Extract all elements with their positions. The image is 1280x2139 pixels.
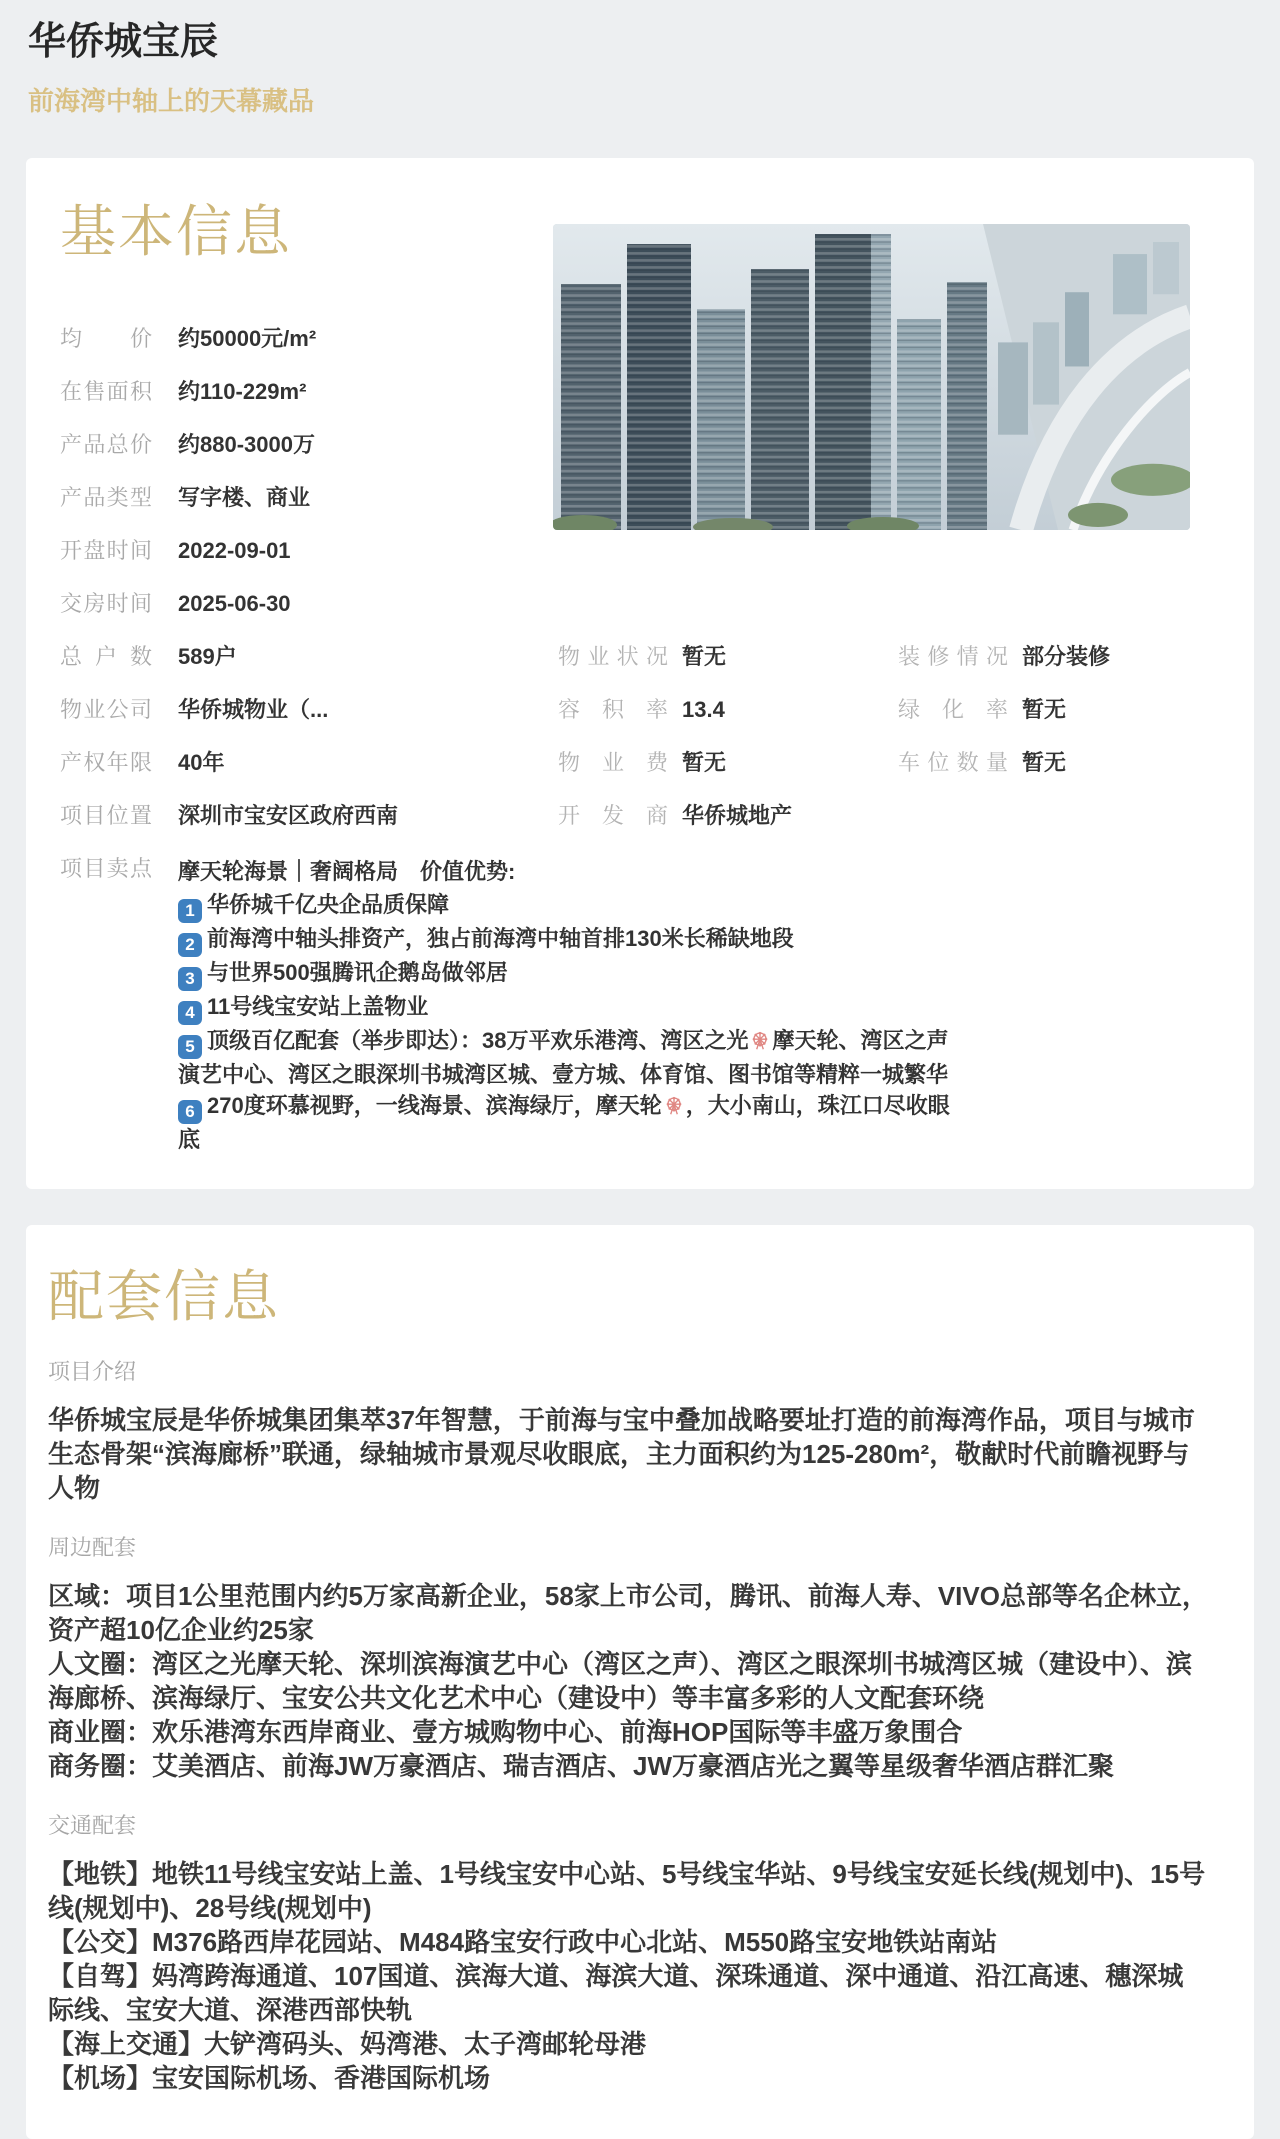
ferris-wheel-icon [749, 1030, 771, 1052]
section-label: 周边配套 [48, 1535, 137, 1560]
field-value: 暂无 [682, 750, 727, 775]
selling-point-number-badge: 5 [178, 1035, 202, 1059]
page-header [0, 0, 1280, 116]
selling-point-number-badge: 1 [178, 899, 202, 923]
selling-point-number-badge: 3 [178, 967, 202, 991]
field-value: 约110-229m² [178, 379, 307, 404]
selling-point-text: 华侨城千亿央企品质保障 [207, 892, 450, 917]
field-value: 部分装修 [1022, 644, 1111, 669]
field-value: 华侨城地产 [682, 803, 793, 828]
ferris-wheel-icon [663, 1095, 685, 1117]
selling-point-item [178, 1025, 958, 1090]
info-row [898, 644, 1224, 670]
selling-point-text: 摩天轮、湾区之声演艺中心、湾区之眼深圳书城湾区城、壹方城、体育馆、图书馆等精粹一城繁华 [178, 1028, 949, 1087]
basic-fields-col2 [558, 644, 898, 856]
section-paragraph: 【自驾】妈湾跨海通道、107国道、滨海大道、海滨大道、深珠通道、深中通道、沿江高速、穗深城际线、宝安大道、深港西部快轨 [48, 1961, 1184, 2025]
info-row [898, 750, 1224, 776]
info-row [60, 803, 558, 829]
section-body [48, 1403, 1208, 1505]
field-label: 容积率 [558, 697, 668, 722]
field-label: 项目位置 [60, 803, 152, 828]
section-paragraph: 商业圈：欢乐港湾东西岸商业、壹方城购物中心、前海HOP国际等丰盛万象围合 [48, 1717, 963, 1747]
selling-point-text: 270度环慕视野，一线海景、滨海绿厅，摩天轮 [207, 1093, 662, 1118]
section-body [48, 1857, 1208, 2095]
selling-point-text: 前海湾中轴头排资产，独占前海湾中轴首排130米长稀缺地段 [207, 926, 794, 951]
field-label: 均价 [60, 326, 152, 351]
section-paragraph: 【机场】宝安国际机场、香港国际机场 [48, 2063, 491, 2093]
info-row [558, 750, 898, 776]
selling-point-item [178, 1090, 958, 1155]
basic-info-heading: 基本信息 [60, 200, 292, 263]
amenities-card [26, 1225, 1254, 2139]
basic-fields-col3 [898, 644, 1224, 856]
field-value: 暂无 [1022, 697, 1067, 722]
amenities-section [48, 1535, 1226, 1783]
field-label: 产品总价 [60, 432, 152, 457]
field-label: 物业公司 [60, 697, 152, 722]
field-label: 物业费 [558, 750, 668, 775]
section-label: 交通配套 [48, 1813, 137, 1838]
section-paragraph: 【地铁】地铁11号线宝安站上盖、1号线宝安中心站、5号线宝华站、9号线宝安延长线(规划中)、15号线(规划中)、28号线(规划中) [48, 1859, 1206, 1923]
building-aerial-render-image [553, 224, 1190, 530]
section-paragraph: 【公交】M376路西岸花园站、M484路宝安行政中心北站、M550路宝安地铁站南站 [48, 1927, 998, 1957]
section-label: 项目介绍 [48, 1359, 137, 1384]
field-value[interactable]: 华侨城物业（... [178, 697, 329, 722]
basic-fields-col1 [60, 644, 558, 856]
selling-point-item [178, 889, 958, 923]
page-subtitle: 前海湾中轴上的天幕藏品 [28, 86, 315, 116]
field-value: 写字楼、商业 [178, 485, 311, 510]
page-title: 华侨城宝辰 [28, 21, 219, 63]
field-value: 约880-3000万 [178, 432, 315, 457]
info-row [558, 803, 898, 829]
info-row [60, 379, 558, 405]
section-paragraph: 区域：项目1公里范围内约5万家高新企业，58家上市公司，腾讯、前海人寿、VIVO总部等名企林立，资产超10亿企业约25家 [48, 1581, 1208, 1645]
selling-point-number-badge: 6 [178, 1100, 202, 1124]
selling-points-row [60, 856, 1224, 1155]
info-row [60, 750, 558, 776]
section-paragraph: 商务圈：艾美酒店、前海JW万豪酒店、瑞吉酒店、JW万豪酒店光之翼等星级奢华酒店群汇聚 [48, 1751, 1115, 1781]
section-paragraph: 华侨城宝辰是华侨城集团集萃37年智慧，于前海与宝中叠加战略要址打造的前海湾作品，项目与城市生态骨架“滨海廊桥”联通，绿轴城市景观尽收眼底，主力面积约为125-280m²，敬献时代前瞻视野与人物 [48, 1405, 1195, 1503]
field-value: 13.4 [682, 697, 725, 722]
selling-point-text: 与世界500强腾讯企鹅岛做邻居 [207, 960, 508, 985]
selling-points-list [178, 889, 958, 1155]
section-body [48, 1579, 1208, 1783]
selling-point-text: 顶级百亿配套（举步即达）：38万平欢乐港湾、湾区之光 [207, 1028, 749, 1053]
field-value: 2022-09-01 [178, 538, 291, 563]
selling-point-number-badge: 4 [178, 1001, 202, 1025]
selling-point-item [178, 991, 958, 1025]
info-row [60, 538, 558, 564]
field-value: 约50000元/m² [178, 326, 317, 351]
amenities-sections [48, 1359, 1226, 2095]
basic-fields-top [60, 326, 558, 617]
basic-fields-grid [60, 644, 1224, 856]
field-label: 产权年限 [60, 750, 152, 775]
field-label: 物业状况 [558, 644, 668, 669]
field-label: 产品类型 [60, 485, 152, 510]
field-value: 40年 [178, 750, 225, 775]
field-value: 深圳市宝安区政府西南 [178, 803, 399, 828]
field-value: 暂无 [682, 644, 727, 669]
selling-point-number-badge: 2 [178, 933, 202, 957]
field-label: 车位数量 [898, 750, 1008, 775]
info-row [898, 697, 1224, 723]
selling-point-text: 11号线宝安站上盖物业 [207, 994, 429, 1019]
field-value: 589户 [178, 644, 237, 669]
selling-points-intro: 摩天轮海景｜奢阔格局 价值优势: [178, 859, 516, 884]
field-value: 暂无 [1022, 750, 1067, 775]
building-photo[interactable] [553, 224, 1190, 530]
info-row [558, 644, 898, 670]
amenities-section [48, 1359, 1226, 1505]
selling-point-text: ，大小南山，珠江口尽收眼底 [178, 1093, 950, 1152]
field-label: 开盘时间 [60, 538, 152, 563]
amenities-heading: 配套信息 [48, 1265, 280, 1328]
field-label: 开发商 [558, 803, 668, 828]
field-label: 绿化率 [898, 697, 1008, 722]
info-row [60, 644, 558, 670]
info-row [60, 432, 558, 458]
field-label: 在售面积 [60, 379, 152, 404]
info-row [558, 697, 898, 723]
selling-points-content [178, 856, 958, 1155]
selling-point-item [178, 923, 958, 957]
info-row [60, 697, 558, 723]
section-paragraph: 人文圈：湾区之光摩天轮、深圳滨海演艺中心（湾区之声）、湾区之眼深圳书城湾区城（建设中）、滨海廊桥、滨海绿厅、宝安公共文化艺术中心（建设中）等丰富多彩的人文配套环绕 [48, 1649, 1193, 1713]
field-label: 装修情况 [898, 644, 1008, 669]
field-label: 总户数 [60, 644, 152, 669]
selling-points-label: 项目卖点 [60, 856, 152, 881]
field-label: 交房时间 [60, 591, 152, 616]
amenities-section [48, 1813, 1226, 2095]
selling-point-item [178, 957, 958, 991]
basic-info-card [26, 158, 1254, 1189]
field-value: 2025-06-30 [178, 591, 291, 616]
info-row [60, 591, 558, 617]
info-row [60, 485, 558, 511]
section-paragraph: 【海上交通】大铲湾码头、妈湾港、太子湾邮轮母港 [48, 2029, 647, 2059]
info-row [60, 326, 558, 352]
